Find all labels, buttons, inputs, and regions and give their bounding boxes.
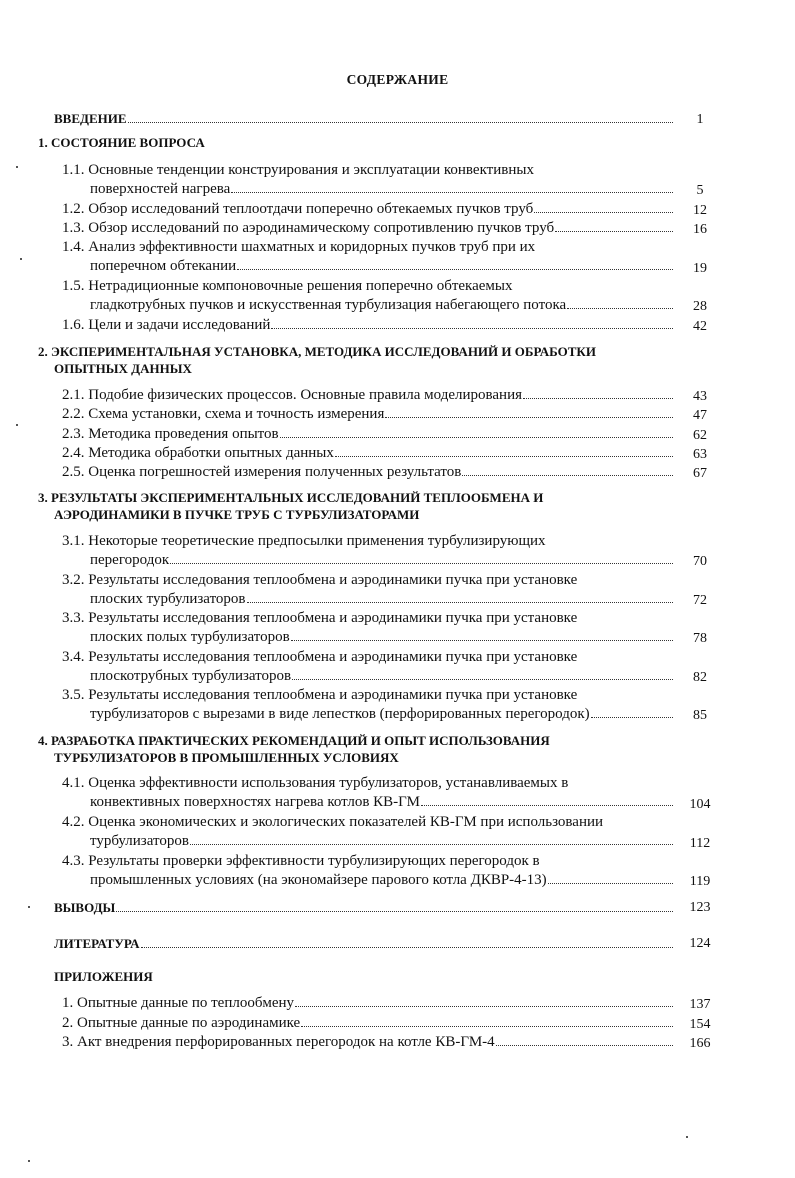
dot-leader — [271, 328, 673, 329]
toc-entry: 1.4. Анализ эффективности шахматных и коридорных пучков труб при их поперечном обтекании — [62, 238, 674, 276]
dot-leader — [141, 947, 673, 948]
page-number: 43 — [693, 389, 707, 404]
toc-entry: 1.2. Обзор исследований теплоотдачи поперечно обтекаемых пучков труб — [62, 200, 674, 219]
toc-entry: 3.3. Результаты исследования теплообмена и аэродинамики пучка при установке плоских полых турбулизаторов — [62, 609, 674, 647]
scan-speck — [28, 1160, 30, 1162]
scan-speck — [686, 1136, 688, 1138]
toc-entry: 2.1. Подобие физических процессов. Основные правила моделирования — [62, 386, 674, 405]
toc-entry: 1.5. Нетрадиционные компоновочные решения поперечно обтекаемых гладкотрубных пучков и искусственная турбулизация набегающего потока — [62, 277, 674, 315]
dot-leader — [591, 717, 673, 718]
dot-leader — [291, 640, 673, 641]
page-number: 5 — [696, 183, 704, 198]
page-number: 123 — [689, 900, 711, 915]
page-number: 137 — [689, 997, 711, 1012]
toc-entry: 3.4. Результаты исследования теплообмена и аэродинамики пучка при установке плоскотрубных турбулизаторов — [62, 648, 674, 686]
dot-leader — [567, 308, 673, 309]
toc-entry: 4.1. Оценка эффективности использования турбулизаторов, устанавливаемых в конвективных поверхностях нагрева котлов КВ-ГМ — [62, 774, 674, 812]
dot-leader — [280, 437, 673, 438]
page-number: 82 — [693, 670, 707, 685]
page-number: 166 — [689, 1036, 711, 1051]
dot-leader — [116, 911, 673, 912]
toc-entry: 2.5. Оценка погрешностей измерения полученных результатов — [62, 463, 674, 482]
page-number: 119 — [689, 874, 711, 889]
appendix-entry: 1. Опытные данные по теплообмену — [62, 994, 674, 1013]
page-number: 67 — [693, 466, 707, 481]
appendix-entry: 3. Акт внедрения перфорированных перегородок на котле КВ-ГМ-4 — [62, 1033, 674, 1052]
toc-label: ВВЕДЕНИЕ — [54, 111, 127, 126]
dot-leader — [231, 192, 673, 193]
page-number: 85 — [693, 708, 707, 723]
page-number: 42 — [693, 319, 707, 334]
toc-entry-conclusions — [54, 898, 674, 917]
toc-entry: 3.5. Результаты исследования теплообмена и аэродинамики пучка при установке турбулизаторов с вырезами в виде лепестков (перфорированных перегородок) — [62, 686, 674, 724]
dot-leader — [170, 563, 673, 564]
toc-entry: 1.6. Цели и задачи исследований — [62, 316, 674, 335]
dot-leader — [385, 417, 673, 418]
page-number: 124 — [689, 936, 711, 951]
dot-leader — [301, 1026, 673, 1027]
dot-leader — [335, 456, 673, 457]
toc-label: ЛИТЕРАТУРА — [54, 936, 140, 951]
dot-leader — [496, 1045, 673, 1046]
appendix-entry: 2. Опытные данные по аэродинамике — [62, 1014, 674, 1033]
page-number: 154 — [689, 1017, 711, 1032]
toc-entry-literature — [54, 934, 674, 953]
toc-entry: 3.1. Некоторые теоретические предпосылки применения турбулизирующих перегородок — [62, 532, 674, 570]
toc-entry: 4.3. Результаты проверки эффективности турбулизирующих перегородок в промышленных условиях (на экономайзере парового котла ДКВР-4-13) — [62, 852, 674, 890]
appendices-heading: ПРИЛОЖЕНИЯ — [54, 969, 153, 984]
page-number: 28 — [693, 299, 707, 314]
dot-leader — [534, 212, 673, 213]
page-number: 112 — [689, 836, 711, 851]
dot-leader — [523, 398, 673, 399]
section-heading: 1. СОСТОЯНИЕ ВОПРОСА — [38, 135, 205, 150]
dot-leader — [421, 805, 673, 806]
toc-entry: 1.3. Обзор исследований по аэродинамическому сопротивлению пучков труб — [62, 219, 674, 238]
toc-entry-intro — [54, 109, 674, 128]
section-heading: 4. РАЗРАБОТКА ПРАКТИЧЕСКИХ РЕКОМЕНДАЦИЙ И ОПЫТ ИСПОЛЬЗОВАНИЯ ТУРБУЛИЗАТОРОВ В ПРОМЫШЛЕННЫХ УСЛОВИЯХ — [38, 733, 550, 765]
dot-leader — [555, 231, 673, 232]
dot-leader — [190, 844, 673, 845]
dot-leader — [237, 269, 673, 270]
section-heading: 2. ЭКСПЕРИМЕНТАЛЬНАЯ УСТАНОВКА, МЕТОДИКА ИССЛЕДОВАНИЙ И ОБРАБОТКИ ОПЫТНЫХ ДАННЫХ — [38, 344, 596, 376]
page-number: 72 — [693, 593, 707, 608]
dot-leader — [247, 602, 673, 603]
page-number: 62 — [693, 428, 707, 443]
toc-entry: 2.4. Методика обработки опытных данных — [62, 444, 674, 463]
section-heading: 3. РЕЗУЛЬТАТЫ ЭКСПЕРИМЕНТАЛЬНЫХ ИССЛЕДОВАНИЙ ТЕПЛООБМЕНА И АЭРОДИНАМИКИ В ПУЧКЕ ТРУБ С ТУРБУЛИЗАТОРАМИ — [38, 490, 544, 522]
dot-leader — [128, 122, 673, 123]
toc-entry: 2.2. Схема установки, схема и точность измерения — [62, 405, 674, 424]
toc-entry: 3.2. Результаты исследования теплообмена и аэродинамики пучка при установке плоских турбулизаторов — [62, 571, 674, 609]
page-number: 70 — [693, 554, 707, 569]
toc-entry: 2.3. Методика проведения опытов — [62, 425, 674, 444]
dot-leader — [462, 475, 673, 476]
page-number: 47 — [693, 408, 707, 423]
page-number: 12 — [693, 203, 707, 218]
toc-entry: 4.2. Оценка экономических и экологических показателей КВ-ГМ при использовании турбулизаторов — [62, 813, 674, 851]
page-number: 78 — [693, 631, 707, 646]
page-title: СОДЕРЖАНИЕ — [346, 72, 449, 87]
dot-leader — [295, 1006, 673, 1007]
page-number: 104 — [689, 797, 711, 812]
scan-speck — [16, 166, 18, 168]
page-number: 16 — [693, 222, 707, 237]
scan-speck — [16, 424, 18, 426]
dot-leader — [292, 679, 673, 680]
page-number: 63 — [693, 447, 707, 462]
scan-speck — [20, 258, 22, 260]
toc-entry: 1.1. Основные тенденции конструирования и эксплуатации конвективных поверхностей нагрева — [62, 161, 674, 199]
dot-leader — [548, 883, 673, 884]
toc-label: ВЫВОДЫ — [54, 900, 116, 915]
page-number: 1 — [696, 112, 704, 127]
scan-speck — [28, 906, 30, 908]
page-number: 19 — [693, 261, 707, 276]
